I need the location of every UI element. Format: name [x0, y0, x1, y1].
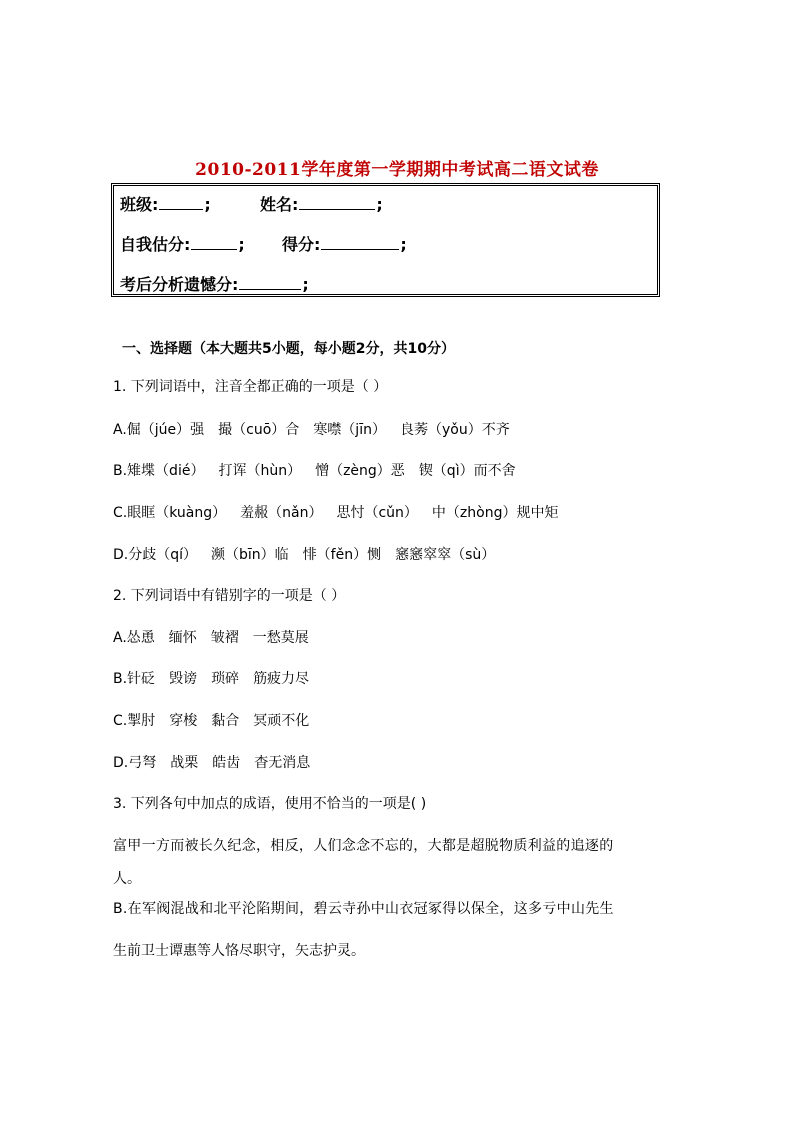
q2-option-d — [113, 752, 324, 772]
q3-paragraph-1-end: 人。 — [113, 871, 141, 887]
score-blank[interactable] — [321, 235, 399, 250]
option-item: 锲（qì）而不舍 — [418, 463, 516, 479]
option-item: 冥顽不化 — [253, 713, 310, 729]
option-item: 穿梭 — [169, 713, 198, 729]
info-row-3: 考后分析遗憾分: ; — [120, 272, 309, 295]
option-item: 悱（fěn）恻 — [302, 547, 382, 563]
option-item: 一愁莫展 — [252, 630, 309, 646]
q3-option-b: B.在军阀混战和北平沦陷期间，碧云寺孙中山衣冠冢得以保全，这多亏中山先生 — [113, 901, 614, 917]
regret-score-blank[interactable] — [239, 275, 301, 290]
q1-option-b — [113, 460, 530, 480]
option-item: A.倔（júe）强 — [113, 422, 205, 438]
q1-option-c — [113, 502, 572, 522]
section-heading-choice: 一、选择题（本大题共5小题，每小题2分，共10分） — [122, 341, 455, 357]
option-item: 毁谤 — [169, 671, 198, 687]
info-row-2: 自我估分: ; 得分: ; — [120, 232, 407, 255]
question-3-stem: 3. 下列各句中加点的成语，使用不恰当的一项是( ) — [113, 796, 427, 812]
option-item: 窸窸窣窣（sù） — [395, 547, 496, 563]
info-row-1: 班级: ; 姓名: ; — [120, 192, 383, 215]
option-item: B.针砭 — [113, 671, 156, 687]
option-item: 杳无消息 — [254, 755, 311, 771]
option-item: C.眼眶（kuàng） — [113, 505, 227, 521]
q1-option-d — [113, 544, 509, 564]
option-item: D.弓弩 — [113, 755, 157, 771]
option-item: 皓齿 — [212, 755, 241, 771]
option-item: 黏合 — [211, 713, 240, 729]
name-blank[interactable] — [299, 195, 375, 210]
name-label: 姓名: — [259, 195, 299, 214]
option-item: 思忖（cǔn） — [336, 505, 418, 521]
option-item: 良莠（yǒu）不齐 — [399, 422, 510, 438]
score-label: 得分: — [281, 235, 321, 254]
student-info-box — [111, 183, 660, 297]
option-item: 撮（cuō）合 — [218, 422, 300, 438]
question-2-stem: 2. 下列词语中有错别字的一项是（ ） — [113, 588, 346, 604]
option-item: 憎（zèng）恶 — [315, 463, 405, 479]
self-score-blank[interactable] — [191, 235, 237, 250]
option-item: 筋疲力尽 — [253, 671, 310, 687]
exam-title: 2010-2011学年度第一学期期中考试高二语文试卷 — [195, 160, 599, 180]
class-blank[interactable] — [159, 195, 203, 210]
q1-option-a — [113, 419, 524, 439]
class-label: 班级: — [120, 195, 159, 214]
option-item: A.怂恿 — [113, 630, 155, 646]
self-score-label: 自我估分: — [120, 235, 191, 254]
option-item: 羞赧（nǎn） — [240, 505, 323, 521]
q3-paragraph-1: 富甲一方而被长久纪念，相反，人们念念不忘的，大都是超脱物质利益的追逐的 — [113, 838, 614, 854]
option-item: 寒噤（jīn） — [313, 422, 386, 438]
option-item: 中（zhòng）规中矩 — [431, 505, 559, 521]
option-item: D.分歧（qí） — [113, 547, 198, 563]
option-item: 战栗 — [170, 755, 199, 771]
q2-option-b — [113, 668, 323, 688]
q2-option-a — [113, 627, 323, 647]
option-item: 皱褶 — [210, 630, 239, 646]
option-item: 打诨（hùn） — [218, 463, 302, 479]
option-item: 缅怀 — [168, 630, 197, 646]
option-item: B.雉堞（dié） — [113, 463, 205, 479]
question-1-stem: 1. 下列词语中，注音全都正确的一项是（ ） — [113, 379, 388, 395]
q3-option-b-end: 生前卫士谭惠等人恪尽职守，矢志护灵。 — [113, 943, 365, 959]
q2-option-c — [113, 710, 323, 730]
regret-score-label: 考后分析遗憾分: — [120, 275, 239, 294]
option-item: C.掣肘 — [113, 713, 156, 729]
option-item: 濒（bīn）临 — [211, 547, 289, 563]
option-item: 琐碎 — [211, 671, 240, 687]
